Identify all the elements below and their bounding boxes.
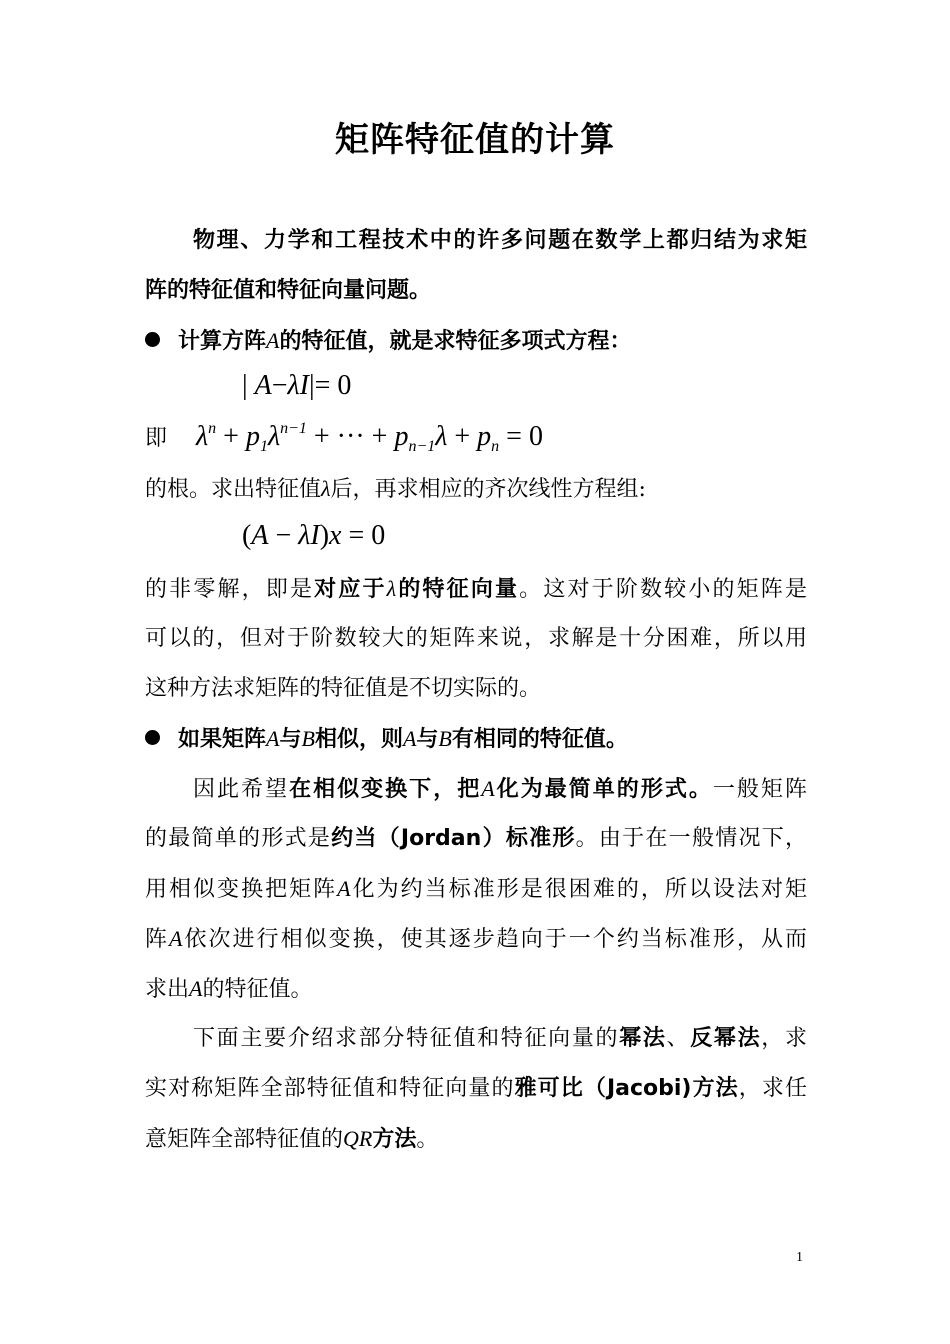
poly-prefix: 即: [145, 426, 168, 451]
poly-lambda-3: λ: [435, 421, 448, 452]
intro-line-2: 阵的特征值和特征向量问题。: [145, 278, 432, 303]
methods-sep: 、: [666, 1026, 691, 1051]
bullet2-var-d: B: [438, 726, 452, 751]
homog-open: (: [242, 520, 252, 551]
methods-qr-method: 方法: [372, 1127, 417, 1152]
similar-line-2: [145, 824, 807, 854]
methods-line2-b: ，求任: [738, 1076, 807, 1101]
bullet1-text-a: 计算方阵: [178, 329, 267, 354]
page-title: 矩阵特征值的计算: [335, 120, 615, 160]
det-var-i: I: [299, 370, 309, 401]
homog-var-i: I: [310, 520, 320, 551]
homog-lambda: λ: [298, 520, 311, 551]
similar-line3-b: 化为约当标准形是很困难的，所以设法对矩: [350, 877, 807, 902]
similar-line2-b: 。由于在一般情况下，: [575, 826, 807, 851]
poly-lambda-1: λ: [196, 421, 209, 452]
methods-power-method: 幂法: [619, 1026, 667, 1051]
similar-text-a: 因此希望: [193, 777, 290, 802]
bullet2-var-c: A: [402, 726, 417, 751]
methods-text-b: ，求: [761, 1026, 807, 1051]
determinant-equation: [242, 370, 351, 402]
homog-minus: −: [268, 520, 299, 551]
poly-plus-3: +: [454, 421, 471, 452]
bullet-item-1: [145, 326, 807, 357]
nonzero-text-a: 的非零解，即是: [145, 577, 315, 602]
methods-inverse-power: 反幂法: [690, 1026, 762, 1051]
methods-text-a: 下面主要介绍求部分特征值和特征向量的: [193, 1026, 620, 1051]
roots-text-a: 的根。求出特征值: [145, 477, 322, 502]
det-bar: |: [242, 370, 248, 401]
roots-lambda: λ: [321, 476, 331, 501]
methods-line2-a: 实对称矩阵全部特征值和特征向量的: [145, 1076, 515, 1101]
methods-var-qr: QR: [343, 1126, 373, 1151]
poly-sub-n: n: [491, 438, 500, 455]
homog-eq-zero: = 0: [341, 520, 386, 551]
det-right: |= 0: [308, 370, 352, 401]
det-var-a: A: [254, 370, 272, 401]
methods-line3-a: 意矩阵全部特征值的: [145, 1127, 344, 1152]
similar-text-b: 一般矩阵: [712, 777, 807, 802]
det-minus: −: [271, 370, 288, 401]
similar-line-3: [145, 874, 807, 905]
similar-bold-b: 化为最简单的形式。: [494, 777, 713, 802]
intro-line-1: 物理、力学和工程技术中的许多问题在数学上都归结为求矩: [193, 228, 807, 253]
bullet1-text-b: 的特征值，就是求特征多项式方程：: [279, 329, 632, 354]
similar-var-b: A: [337, 876, 351, 901]
homog-var-x: x: [329, 520, 342, 551]
similar-line2-a: 的最简单的形式是: [145, 826, 332, 851]
poly-eq-zero: = 0: [506, 421, 543, 452]
methods-line-1: [193, 1024, 807, 1054]
bullet2-text-e: 有相同的特征值。: [451, 727, 628, 752]
similar-line3-a: 用相似变换把矩阵: [145, 877, 338, 902]
poly-pn: p: [477, 421, 492, 452]
nonzero-text-b: 。这对于阶数较小的矩阵是: [519, 577, 807, 602]
similar-line-5: [145, 974, 807, 1005]
page-number: 1: [796, 1250, 803, 1265]
similar-line2-bold: 约当（Jordan）标准形: [331, 826, 576, 851]
bullet2-var-a: A: [266, 726, 280, 751]
poly-plus-dots: + ··· +: [313, 421, 388, 452]
methods-line-2: [145, 1074, 807, 1104]
poly-sub-nm1: n−1: [408, 438, 436, 455]
bullet2-var-b: B: [301, 726, 315, 751]
poly-lambda-2: λ: [267, 421, 281, 452]
var-a: A: [266, 328, 280, 353]
nonzero-line-1: [145, 574, 807, 605]
nonzero-bold-b: 的特征向量: [396, 577, 520, 602]
methods-jacobi: 雅可比（Jacobi)方法: [514, 1076, 739, 1101]
bullet-item-2: [145, 724, 807, 755]
homogeneous-equation: [242, 520, 385, 552]
similar-bold-a: 在相似变换下，把: [289, 777, 482, 802]
bullet-icon: [145, 730, 160, 745]
nonzero-bold-a: 对应于: [314, 577, 387, 602]
poly-exp-n: n: [208, 420, 217, 437]
homog-close: ): [319, 520, 330, 551]
similar-line-4: [145, 924, 807, 955]
methods-line-3: [145, 1124, 807, 1155]
homog-var-a: A: [251, 520, 269, 551]
similar-var-a: A: [481, 776, 495, 801]
poly-p1: p: [245, 421, 260, 452]
similar-line4-a: 阵: [145, 927, 170, 952]
det-lambda: λ: [287, 370, 300, 401]
roots-paragraph: [145, 474, 807, 505]
similar-line4-b: 依次进行相似变换，使其逐步趋向于一个约当标准形，从而: [182, 927, 807, 952]
nonzero-line-2: 可以的，但对于阶数较大的矩阵来说，求解是十分困难，所以用: [145, 626, 807, 651]
bullet-icon: [145, 332, 160, 347]
poly-exp-nm1: n−1: [280, 420, 307, 437]
nonzero-line-3: 这种方法求矩阵的特征值是不切实际的。: [145, 676, 542, 701]
methods-line3-b: 。: [416, 1127, 439, 1152]
similar-line-1: [193, 774, 807, 805]
similar-line5-a: 求出: [145, 977, 190, 1002]
bullet2-text-b: 与: [279, 727, 302, 752]
roots-text-b: 后，再求相应的齐次线性方程组:: [330, 477, 646, 502]
similar-var-c: A: [169, 926, 183, 951]
similar-line5-b: 的特征值。: [202, 977, 313, 1002]
poly-pnm1: p: [394, 421, 409, 452]
characteristic-polynomial: [196, 420, 543, 456]
similar-var-d: A: [189, 976, 203, 1001]
poly-plus-1: +: [223, 421, 239, 452]
bullet2-text-d: 与: [416, 727, 439, 752]
bullet2-text-a: 如果矩阵: [178, 727, 267, 752]
nonzero-lambda: λ: [386, 576, 397, 601]
poly-sub-1: 1: [259, 438, 268, 455]
bullet2-text-c: 相似，则: [314, 727, 403, 752]
